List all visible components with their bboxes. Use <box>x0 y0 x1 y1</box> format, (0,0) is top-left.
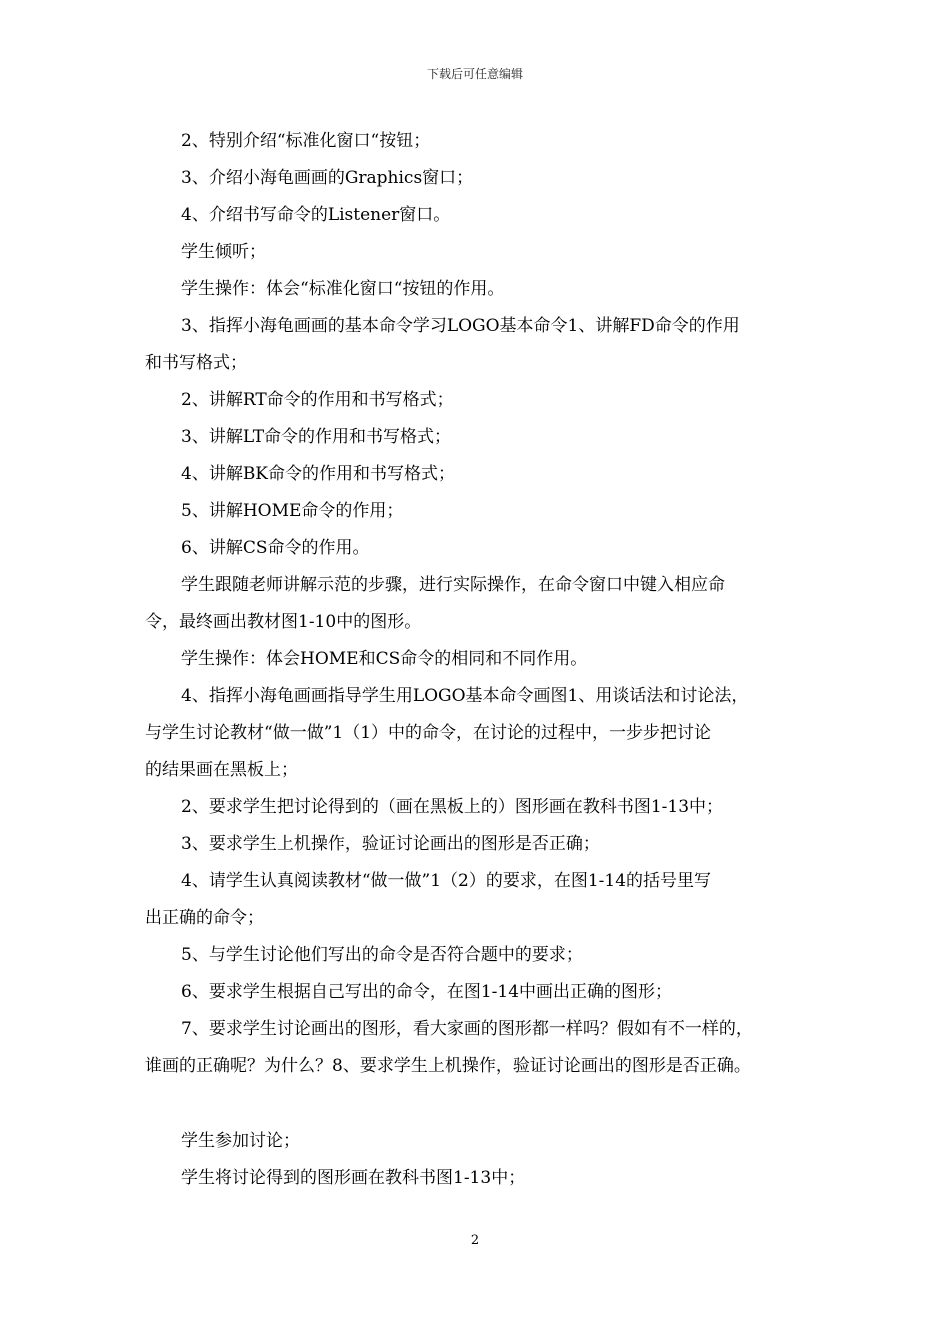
paragraph-line: 5、讲解HOME命令的作用； <box>181 501 404 521</box>
paragraph-line: 与学生讨论教材“做一做”1（1）中的命令，在讨论的过程中，一步步把讨论 <box>145 723 712 743</box>
paragraph-line: 3、介绍小海龟画画的Graphics窗口； <box>181 168 474 188</box>
page-number: 2 <box>470 1233 480 1248</box>
paragraph-line: 学生将讨论得到的图形画在教科书图1-13中； <box>181 1168 526 1188</box>
paragraph-line: 5、与学生讨论他们写出的命令是否符合题中的要求； <box>181 945 583 965</box>
paragraph-line: 4、讲解BK命令的作用和书写格式； <box>181 464 456 484</box>
paragraph-line: 学生操作：体会HOME和CS命令的相同和不同作用。 <box>181 649 588 669</box>
paragraph-line: 2、要求学生把讨论得到的（画在黑板上的）图形画在教科书图1-13中； <box>181 797 724 817</box>
paragraph-line: 3、讲解LT命令的作用和书写格式； <box>181 427 452 447</box>
paragraph-line: 4、指挥小海龟画画指导学生用LOGO基本命令画图1、用谈话法和讨论法， <box>181 686 749 706</box>
paragraph-line: 的结果画在黑板上； <box>145 760 298 780</box>
document-body <box>145 123 810 1197</box>
paragraph-line: 学生倾听； <box>181 242 266 262</box>
paragraph-line: 出正确的命令； <box>145 908 264 928</box>
paragraph-line: 谁画的正确呢？为什么？8、要求学生上机操作，验证讨论画出的图形是否正确。 <box>145 1056 751 1076</box>
paragraph-line: 6、讲解CS命令的作用。 <box>181 538 370 558</box>
paragraph-line: 学生跟随老师讲解示范的步骤，进行实际操作，在命令窗口中键入相应命 <box>181 575 725 595</box>
paragraph-line: 3、指挥小海龟画画的基本命令学习LOGO基本命令1、讲解FD命令的作用 <box>181 316 740 336</box>
page-header: 下载后可任意编辑 <box>426 67 523 81</box>
paragraph-line: 7、要求学生讨论画出的图形，看大家画的图形都一样吗？假如有不一样的， <box>181 1019 753 1039</box>
paragraph-line: 2、特别介绍“标准化窗口“按钮； <box>181 131 431 151</box>
paragraph-line: 4、请学生认真阅读教材“做一做”1（2）的要求，在图1-14的括号里写 <box>181 871 712 891</box>
paragraph-line: 学生操作：体会“标准化窗口“按钮的作用。 <box>181 279 505 299</box>
paragraph-spacer <box>145 1085 810 1123</box>
paragraph-line: 和书写格式； <box>145 353 247 373</box>
paragraph-line: 2、讲解RT命令的作用和书写格式； <box>181 390 454 410</box>
paragraph-line: 6、要求学生根据自己写出的命令，在图1-14中画出正确的图形； <box>181 982 673 1002</box>
paragraph-line: 令，最终画出教材图1-10中的图形。 <box>145 612 422 632</box>
paragraph-line: 学生参加讨论； <box>181 1131 300 1151</box>
paragraph-line: 3、要求学生上机操作，验证讨论画出的图形是否正确； <box>181 834 600 854</box>
paragraph-line: 4、介绍书写命令的Listener窗口。 <box>181 205 451 225</box>
